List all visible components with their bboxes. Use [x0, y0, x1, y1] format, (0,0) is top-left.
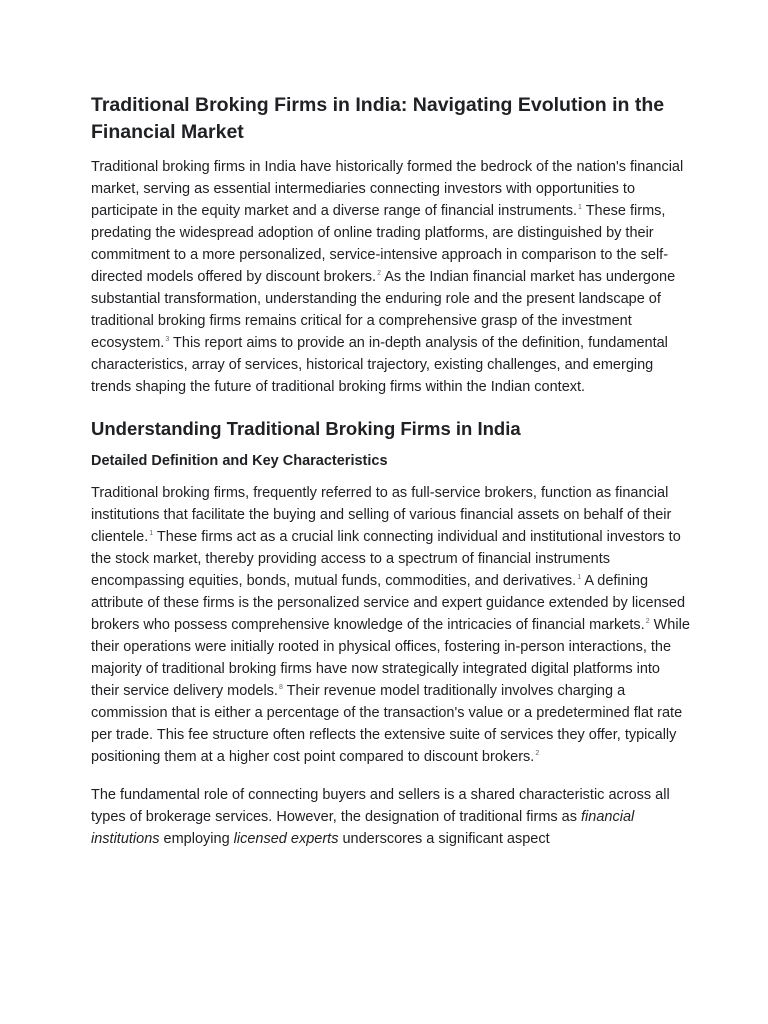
definition-text-1: Traditional broking firms, frequently referred to as full-service brokers, function as financial institutions that facilitate the buying and selling of various financial assets on behalf of their clientele. — [91, 485, 672, 545]
intro-paragraph — [91, 156, 691, 398]
footnote-ref[interactable]: 2 — [377, 270, 381, 277]
definition-paragraph — [91, 482, 691, 768]
role-text-1: The fundamental role of connecting buyers and sellers is a shared characteristic across all types of brokerage services. However, the designation of traditional firms as — [91, 787, 670, 825]
footnote-ref[interactable]: 1 — [577, 574, 582, 581]
definition-text-4: While their operations were initially rooted in physical offices, fostering in-person interactions, the majority of traditional broking firms have now strategically integrated digital platforms into their service delivery models. — [91, 617, 690, 699]
document-title: Traditional Broking Firms in India: Navigating Evolution in the Financial Market — [91, 94, 665, 143]
emphasis-financial-institutions: financial institutions — [91, 809, 635, 847]
footnote-ref[interactable]: 2 — [645, 618, 650, 625]
intro-text-4: This report aims to provide an in-depth analysis of the definition, fundamental characteristics, array of services, historical trajectory, existing challenges, and emerging trends shaping the future of traditional broking firms within the Indian context. — [91, 335, 668, 395]
subsection-heading: Detailed Definition and Key Characteristics — [91, 453, 388, 469]
role-paragraph — [91, 784, 691, 850]
definition-text-3: A defining attribute of these firms is the personalized service and expert guidance extended by licensed brokers who possess comprehensive knowledge of the intricacies of financial markets. — [91, 573, 686, 633]
footnote-ref[interactable]: 1 — [149, 530, 154, 537]
emphasis-licensed-experts: licensed experts — [233, 831, 339, 847]
section-heading: Understanding Traditional Broking Firms in India — [91, 418, 521, 439]
role-text-3: underscores a significant aspect — [338, 831, 550, 847]
role-text-2: employing — [159, 831, 234, 847]
intro-text-2: These firms, predating the widespread adoption of online trading platforms, are distinguished by their commitment to a more personalized, service-intensive approach in comparison to the self-directed models offered by discount brokers. — [91, 203, 669, 285]
intro-text-1: Traditional broking firms in India have historically formed the bedrock of the nation's financial market, serving as essential intermediaries connecting investors with opportunities to participate in the equity market and a diverse range of financial instruments. — [91, 159, 684, 219]
footnote-ref[interactable]: 8 — [278, 684, 283, 691]
definition-text-2: These firms act as a crucial link connecting individual and institutional investors to the stock market, thereby providing access to a spectrum of financial instruments encompassing equities, bonds, mutual funds, commodities, and derivatives. — [91, 529, 681, 589]
document-body — [91, 92, 691, 850]
footnote-ref[interactable]: 2 — [535, 750, 540, 757]
footnote-ref[interactable]: 3 — [165, 336, 170, 343]
definition-text-5: Their revenue model traditionally involves charging a commission that is either a percentage of the transaction's value or a predetermined flat rate per trade. This fee structure often reflects the extensive suite of services they offer, typically positioning them at a higher cost point compared to discount brokers. — [91, 683, 683, 765]
intro-text-3: As the Indian financial market has undergone substantial transformation, understanding the enduring role and the present landscape of traditional broking firms remains critical for a comprehensive grasp of the investment ecosystem. — [91, 269, 676, 351]
footnote-ref[interactable]: 1 — [578, 204, 582, 211]
